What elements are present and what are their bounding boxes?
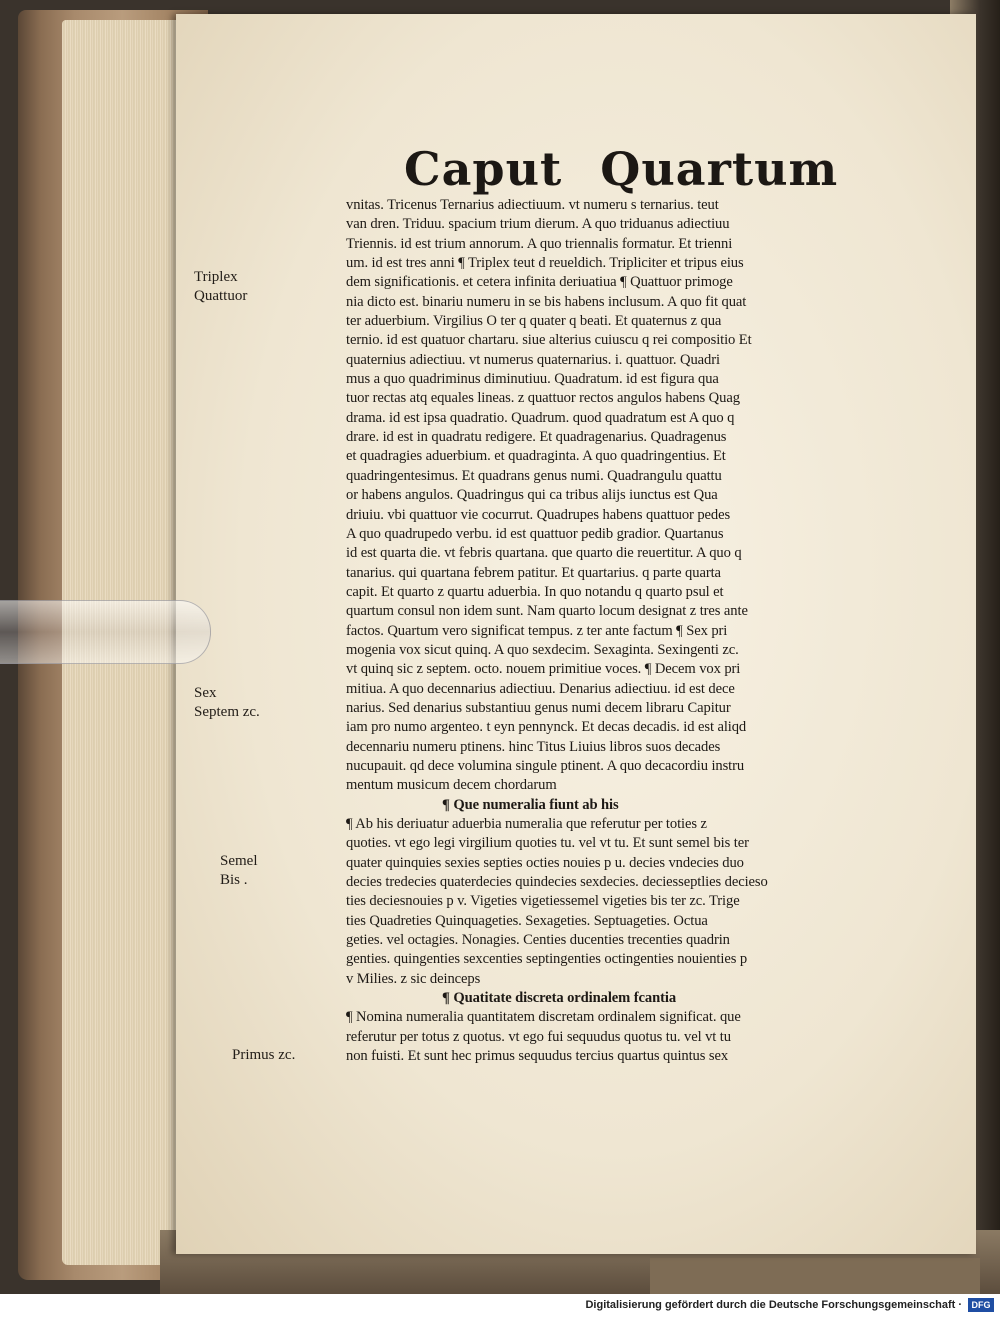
text-line: id est quarta die. vt febris quartana. que quarto die reuertitur. A quo q xyxy=(346,545,742,562)
text-line: A quo quadrupedo verbu. id est quattuor pedib gradior. Quartanus xyxy=(346,525,724,542)
text-line: quartum consul non idem sunt. Nam quarto locum designat z tres ante xyxy=(346,603,748,620)
main-text-block xyxy=(346,196,884,1066)
text-line: tanarius. qui quartana febrem patitur. Et quartarius. q parte quarta xyxy=(346,564,721,581)
text-line: ties deciesnouies p v. Vigeties vigetiessemel vigeties bis ter zc. Trige xyxy=(346,893,740,910)
text-line: or habens angulos. Quadringus qui ca tribus alijs iunctus est Qua xyxy=(346,487,718,504)
book-board-bottom-right xyxy=(650,1258,980,1294)
text-line: decennariu numeru ptinens. hinc Titus Liuius libros suos decades xyxy=(346,738,721,755)
page-title xyxy=(404,142,838,196)
text-line: narius. Sed denarius substantiuu genus numi decem libraru Capitur xyxy=(346,699,731,716)
marginal-note-line: Triplex xyxy=(194,269,238,285)
marginal-note-line: Quattuor xyxy=(194,288,248,304)
text-line: ties Quadreties Quinquageties. Sexageties. Septuageties. Octua xyxy=(346,912,708,929)
text-line: referutur per totus z quotus. vt ego fui sequudus quotus tu. vel vt tu xyxy=(346,1028,731,1045)
text-line: quoties. vt ego legi virgilium quoties tu. vel vt tu. Et sunt semel bis ter xyxy=(346,835,749,852)
text-line: non fuisti. Et sunt hec primus sequudus tercius quartus quintus sex xyxy=(346,1048,729,1065)
marginal-note-line: Sex xyxy=(194,685,217,701)
section-heading: ¶ Que numeralia fiunt ab his xyxy=(442,796,619,813)
marginal-note-semel xyxy=(220,852,258,890)
section-heading: ¶ Quatitate discreta ordinalem fcantia xyxy=(442,990,677,1007)
text-line: driuiu. vbi quattuor vie cocurrut. Quadrupes habens quattuor pedes xyxy=(346,506,731,523)
text-line: quater quinquies sexies septies octies nouies p u. decies vndecies duo xyxy=(346,854,744,871)
text-line: ¶ Nomina numeralia quantitatem discretam ordinalem significat. que xyxy=(346,1009,741,1026)
text-line: vnitas. Tricenus Ternarius adiectiuum. vt numeru s ternarius. teut xyxy=(346,197,719,213)
text-line: mentum musicum decem chordarum xyxy=(346,777,557,794)
text-line: decies tredecies quaterdecies quindecies sexdecies. deciesseptlies decieso xyxy=(346,874,768,891)
marginal-note-sex xyxy=(194,684,260,722)
text-line: mitiua. A quo decennarius adiectiuu. Denarius adiectiuu. id est dece xyxy=(346,680,735,697)
text-line: capit. Et quarto z quartu aduerbia. In quo notandu q quarto psul et xyxy=(346,583,724,600)
bookmark-clip xyxy=(0,600,211,664)
text-line: et quadragies aduerbium. et quadraginta. A quo quadringentius. Et xyxy=(346,448,726,465)
text-line: nia dicto est. binariu numeru in se bis habens inclusum. A quo fit quat xyxy=(346,293,747,310)
text-line: quadringentesimus. Et quadrans genus numi. Quadrangulu quattu xyxy=(346,467,722,484)
text-line: quaternius adiectiuu. vt numerus quaternarius. i. quattuor. Quadri xyxy=(346,351,720,368)
text-line: van dren. Triduu. spacium trium dierum. A quo triduanus adiectiuu xyxy=(346,216,730,233)
text-line: nucupauit. qd dece volumina singule ptinent. A quo decacordiu instru xyxy=(346,757,745,774)
dfg-logo: DFG xyxy=(968,1298,994,1312)
text-line: tuor rectas atq equales lineas. z quattuor rectos angulos habens Quag xyxy=(346,390,740,407)
marginal-note-line: Bis . xyxy=(220,872,248,888)
text-line: drare. id est in quadratu redigere. Et quadragenarius. Quadragenus xyxy=(346,429,727,446)
text-line: ternio. id est quatuor chartaru. siue alterius cuiuscu q rei compositio Et xyxy=(346,332,752,349)
marginal-note-primus xyxy=(232,1046,295,1065)
text-line: Triennis. id est trium annorum. A quo triennalis formatur. Et trienni xyxy=(346,235,733,252)
marginal-note-triplex xyxy=(194,268,247,306)
marginal-note-line: Primus zc. xyxy=(232,1047,296,1063)
title-word-caput: Caput xyxy=(404,142,563,196)
marginal-note-line: Septem zc. xyxy=(194,704,260,720)
funding-footer xyxy=(0,1294,1000,1317)
text-line: um. id est tres anni ¶ Triplex teut d reueldich. Tripliciter et tripus eius xyxy=(346,255,744,272)
text-line: genties. quingenties sexcenties septingenties octingenties nouienties p xyxy=(346,951,748,968)
title-word-quartum: Quartum xyxy=(600,142,839,196)
marginal-note-line: Semel xyxy=(220,853,258,869)
text-line: drama. id est ipsa quadratio. Quadrum. quod quadratum est A quo q xyxy=(346,409,735,426)
text-line: factos. Quartum vero significat tempus. z ter ante factum ¶ Sex pri xyxy=(346,622,728,639)
text-line: geties. vel octagies. Nonagies. Centies ducenties trecenties quadrin xyxy=(346,932,730,949)
text-line: v Milies. z sic deinceps xyxy=(346,970,481,987)
text-line: ter aduerbium. Virgilius O ter q quater q beati. Et quaternus z qua xyxy=(346,313,722,330)
text-line: dem significationis. et cetera infinita deriuatiua ¶ Quattuor primoge xyxy=(346,274,733,291)
text-line: iam pro numo argenteo. t eyn pennynck. Et decas decadis. id est aliqd xyxy=(346,719,747,736)
text-line: vt quinq sic z septem. octo. nouem primitiue voces. ¶ Decem vox pri xyxy=(346,661,741,678)
text-line: mogenia vox sicut quinq. A quo sexdecim. Sexaginta. Sexingenti zc. xyxy=(346,641,739,658)
text-line: mus a quo quadriminus diminutiuu. Quadratum. id est figura qua xyxy=(346,371,719,388)
funding-text: Digitalisierung gefördert durch die Deutsche Forschungsgemeinschaft · xyxy=(585,1299,962,1311)
text-line: ¶ Ab his deriuatur aduerbia numeralia que referutur per toties z xyxy=(346,816,707,832)
